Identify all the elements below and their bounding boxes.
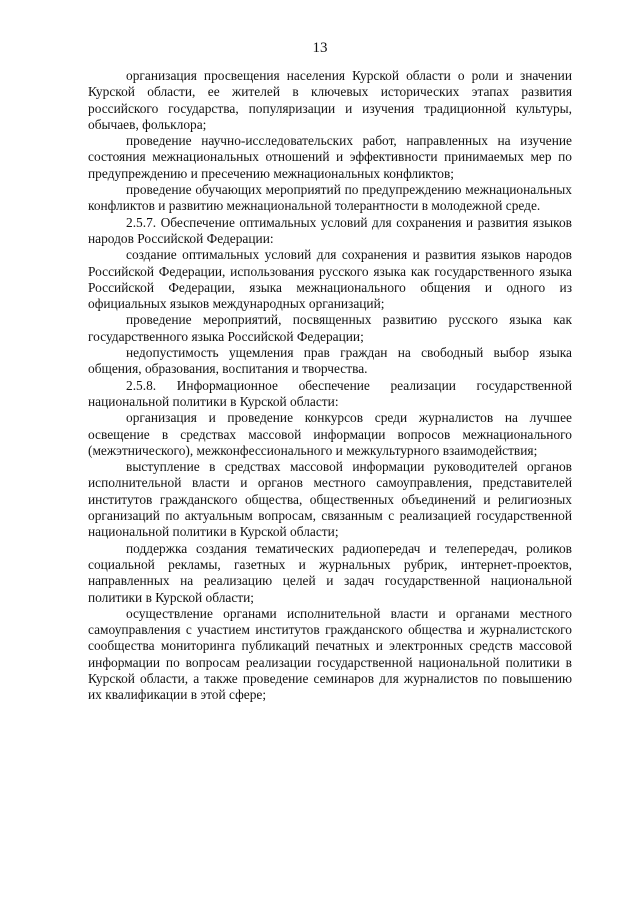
- section-heading: 2.5.8. Информационное обеспечение реализации государственной национальной политики в Курской области:: [88, 377, 572, 409]
- paragraph: выступление в средствах массовой информации руководителей органов исполнительной власти и органов местного самоуправления, представителей институтов гражданского общества, общественных объединений и религиозных организаций по актуальным вопросам, связанным с реализацией государственной национальной политики в Курской области;: [88, 459, 572, 540]
- paragraph: недопустимость ущемления прав граждан на свободный выбор языка общения, образования, воспитания и творчества.: [88, 345, 572, 377]
- section-heading: 2.5.7. Обеспечение оптимальных условий для сохранения и развития языков народов Российской Федерации:: [88, 214, 572, 246]
- paragraph: проведение обучающих мероприятий по предупреждению межнациональных конфликтов и развитию межнациональной толерантности в молодежной среде.: [88, 182, 572, 214]
- page-number: 13: [312, 40, 328, 56]
- paragraph: поддержка создания тематических радиопередач и телепередач, роликов социальной рекламы, газетных и журнальных рубрик, интернет-проектов, направленных на реализацию целей и задач государственной национальной политики в Курской области;: [88, 540, 572, 605]
- paragraph: осуществление органами исполнительной власти и органами местного самоуправления с участием институтов гражданского общества и журналистского сообщества мониторинга публикаций печатных и электронных средств массовой информации по вопросам реализации государственной национальной политики в Курской области, а также проведение семинаров для журналистов по повышению их квалификации в этой сфере;: [88, 605, 572, 703]
- paragraph: создание оптимальных условий для сохранения и развития языков народов Российской Федерации, использования русского языка как государственного языка Российской Федерации, языка межнационального общения и одного из официальных языков международных организаций;: [88, 247, 572, 312]
- paragraph: проведение мероприятий, посвященных развитию русского языка как государственного языка Российской Федерации;: [88, 312, 572, 344]
- document-body: [88, 68, 572, 704]
- paragraph: проведение научно-исследовательских работ, направленных на изучение состояния межнациональных отношений и эффективности принимаемых мер по предупреждению и пресечению межнациональных конфликтов;: [88, 133, 572, 181]
- paragraph: организация и проведение конкурсов среди журналистов на лучшее освещение в средствах массовой информации вопросов межнационального (межэтнического), межконфессионального и межкультурного взаимодействия;: [88, 410, 572, 458]
- paragraph: организация просвещения населения Курской области о роли и значении Курской области, ее жителей в ключевых исторических этапах развития российского государства, популяризации и изучения традиционной культуры, обычаев, фольклора;: [88, 68, 572, 132]
